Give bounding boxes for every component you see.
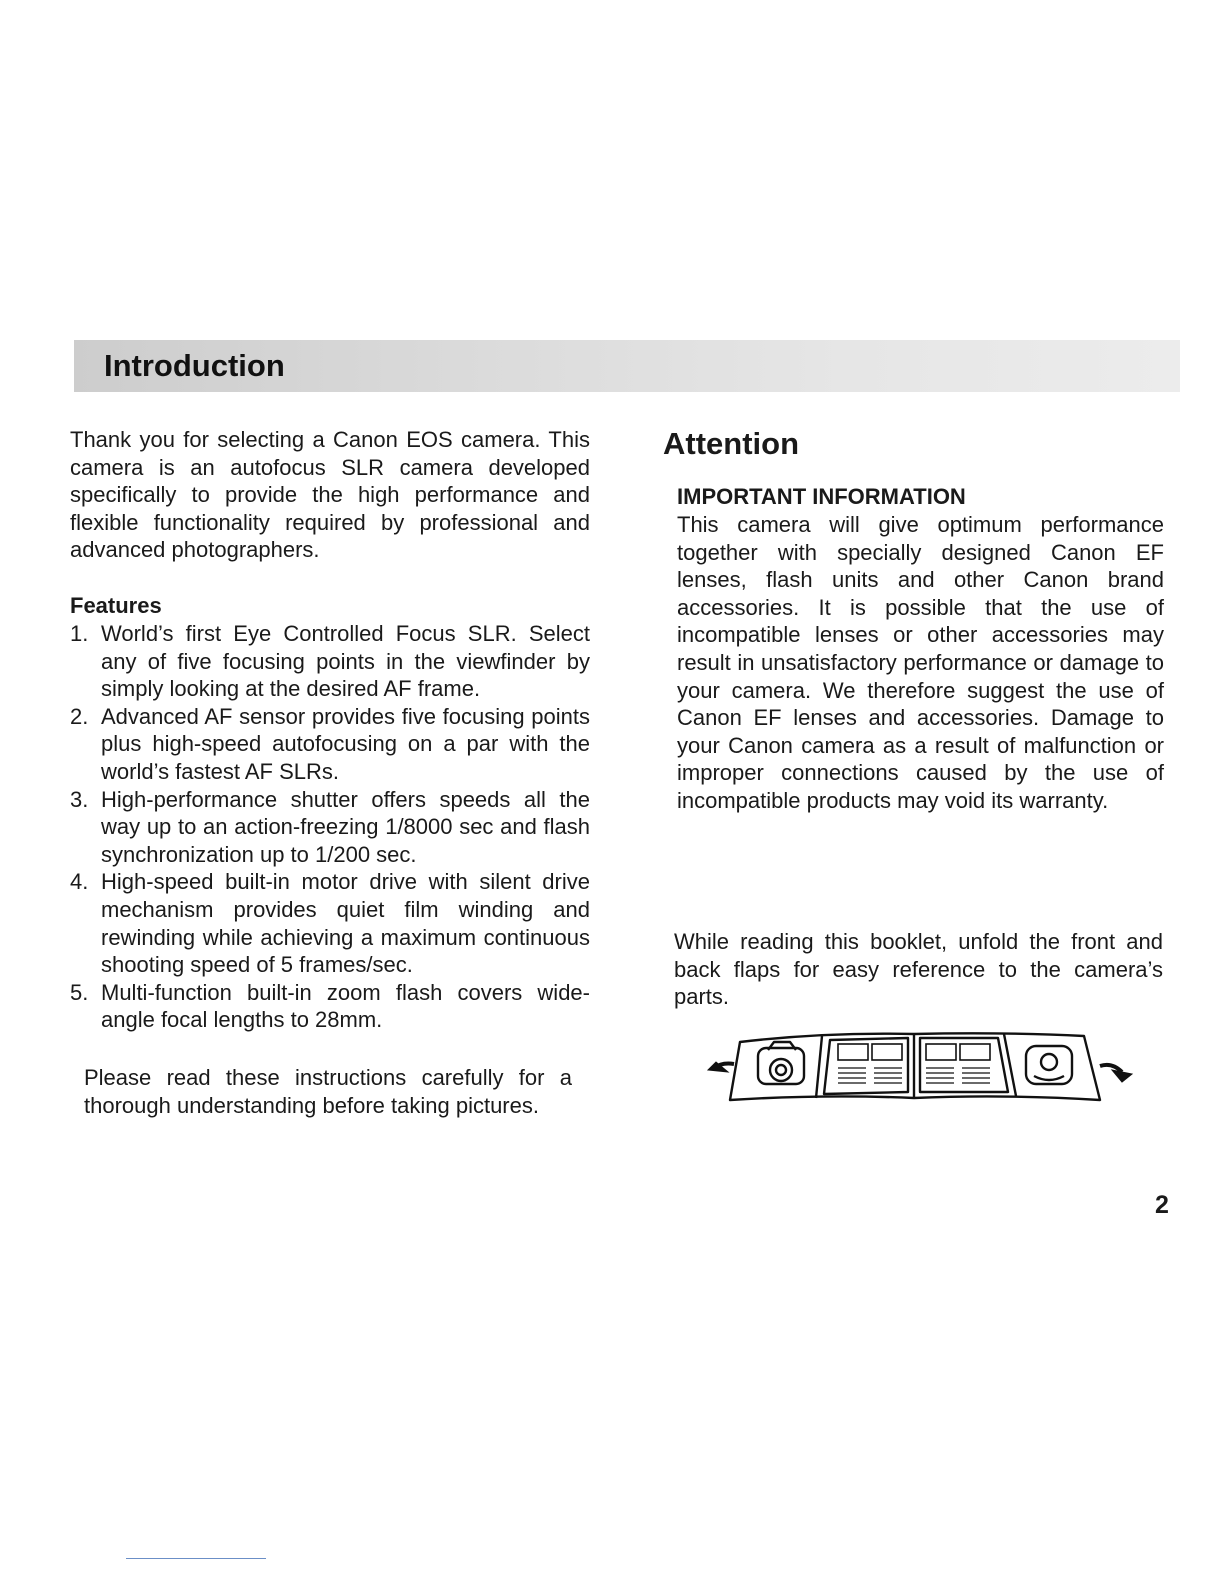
intro-paragraph: Thank you for selecting a Canon EOS camera. This camera is an autofocus SLR camera developed specifically to provide the high performance and flexible functionality required by professional and advanced photographers. bbox=[70, 427, 590, 563]
feature-text: Multi-function built-in zoom flash covers wide-angle focal lengths to 28mm. bbox=[101, 979, 590, 1033]
features-heading: Features bbox=[70, 592, 162, 618]
unfolded-booklet-illustration bbox=[704, 1026, 1136, 1110]
feature-text: Advanced AF sensor provides five focusing points plus high-speed autofocusing on a par with the world’s fastest AF SLRs. bbox=[101, 703, 590, 784]
feature-item-4 bbox=[70, 868, 590, 978]
feature-item-2 bbox=[70, 703, 590, 786]
feature-item-5 bbox=[70, 979, 590, 1034]
feature-number: 5. bbox=[70, 979, 89, 1005]
important-information-body: This camera will give optimum performance together with specially designed Canon EF lenses, flash units and other Canon brand accessories. It is possible that the use of incompatible lenses or other accessories may result in unsatisfactory performance or damage to your camera. We therefore suggest the use of Canon EF lenses and accessories. Damage to your Canon camera as a result of malfunction or improper connections caused by the use of incompatible products may void its warranty. bbox=[677, 512, 1164, 813]
feature-text: High-performance shutter offers speeds all the way up to an action-freezing 1/8000 sec and flash synchronization up to 1/200 sec. bbox=[101, 786, 590, 867]
section-title: Introduction bbox=[104, 348, 285, 383]
reading-note: While reading this booklet, unfold the front and back flaps for easy reference to the camera’s parts. bbox=[674, 929, 1163, 1010]
introduction-column bbox=[70, 426, 590, 1034]
feature-item-1 bbox=[70, 620, 590, 703]
feature-number: 4. bbox=[70, 869, 89, 895]
feature-number: 3. bbox=[70, 786, 89, 812]
important-information-heading: IMPORTANT INFORMATION bbox=[677, 484, 966, 509]
feature-text: World’s first Eye Controlled Focus SLR. Select any of five focusing points in the viewfinder by simply looking at the desired AF frame. bbox=[101, 620, 590, 702]
features-list bbox=[70, 620, 590, 1034]
bottom-rule bbox=[126, 1558, 266, 1559]
closing-paragraph: Please read these instructions carefully for a thorough understanding before taking pictures. bbox=[84, 1065, 572, 1118]
page-number: 2 bbox=[1155, 1191, 1169, 1219]
attention-title: Attention bbox=[663, 426, 800, 461]
feature-number: 1. bbox=[70, 620, 89, 646]
feature-item-3 bbox=[70, 786, 590, 869]
feature-text: High-speed built-in motor drive with silent drive mechanism provides quiet film winding and rewinding while achieving a maximum continuous shooting speed of 5 frames/sec. bbox=[101, 869, 590, 978]
feature-number: 2. bbox=[70, 703, 89, 729]
